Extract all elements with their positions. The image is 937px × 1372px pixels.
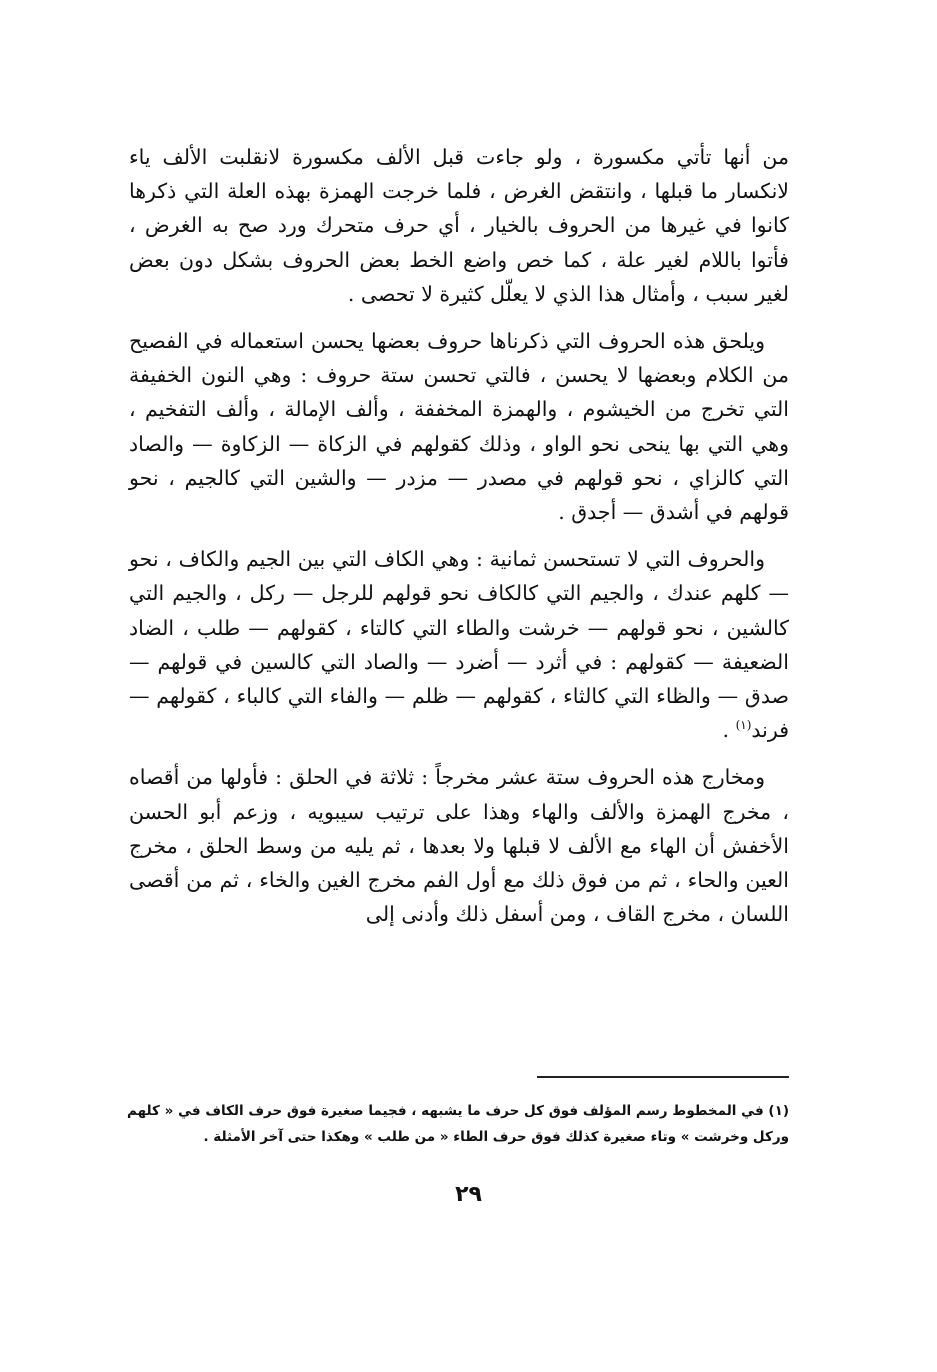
footnote: (١) في المخطوط رسم المؤلف فوق كل حرف ما يشبهه ، فجيما صغيرة فوق حرف الكاف في « كلهم وركل وخرشت » وتاء صغيرة كذلك فوق حرف الطاء « من طلب » وهكذا حتى آخر الأمثلة .	[127, 1103, 789, 1145]
footnote-divider	[537, 1076, 789, 1078]
paragraph-1: من أنها تأتي مكسورة ، ولو جاءت قبل الألف مكسورة لانقلبت الألف ياء لانكسار ما قبلها ، وانتقض الغرض ، فلما خرجت الهمزة بهذه العلة التي ذكرها كانوا في غيرها من الحروف بالخيار ، أي حرف متحرك ورد صح به الغرض ، فأتوا باللام لغير علة ، كما خص واضع الخط بعض الحروف بشكل دون بعض لغير سبب ، وأمثال هذا الذي لا يعلّل كثيرة لا تحصى .	[129, 145, 790, 306]
paragraph-2: ويلحق هذه الحروف التي ذكرناها حروف بعضها يحسن استعماله في الفصيح من الكلام وبعضها لا يحسن ، فالتي تحسن ستة حروف : وهي النون الخفيفة التي تخرج من الخيشوم ، والهمزة المخففة ، وألف الإمالة ، وألف التفخيم ، وهي التي بها ينحى نحو الواو ، وذلك كقولهم في الزكاة — الزكاوة — والصاد التي كالزاي ، نحو قولهم في مصدر — مزدر — والشين التي كالجيم ، نحو قولهم في أشدق — أجدق .	[129, 329, 789, 525]
page-number: ٢٩	[455, 1182, 482, 1207]
paragraph-3-text: والحروف التي لا تستحسن ثمانية : وهي الكاف التي بين الجيم والكاف ، نحو — كلهم عندك ، والجيم التي كالكاف نحو قولهم للرجل — ركل ، والجيم التي كالشين ، نحو قولهم — خرشت والطاء التي كالتاء ، كقولهم — طلب ، الضاد الضعيفة — كقولهم : في أثرد — أضرد — والصاد التي كالسين في قولهم — صدق — والظاء التي كالثاء ، كقولهم — ظلم — والفاء التي كالباء ، كقولهم — فرند	[129, 547, 789, 743]
paragraph-3-end: .	[722, 718, 736, 743]
footnote-reference: (١)	[735, 718, 752, 733]
paragraph-4: ومخارج هذه الحروف ستة عشر مخرجاً : ثلاثة في الحلق : فأولها من أقصاه ، مخرج الهمزة والألف والهاء وهذا على ترتيب سيبويه ، وزعم أبو الحسن الأخفش أن الهاء مع الألف لا قبلها ولا بعدها ، ثم يليه من وسط الحلق ، مخرج العين والحاء ، ثم من فوق ذلك مع أول الفم مخرج الغين والخاء ، ثم من أقصى اللسان ، مخرج القاف ، ومن أسفل ذلك وأدنى إلى	[129, 765, 789, 927]
main-text	[129, 140, 789, 931]
paragraph-3	[129, 542, 789, 747]
